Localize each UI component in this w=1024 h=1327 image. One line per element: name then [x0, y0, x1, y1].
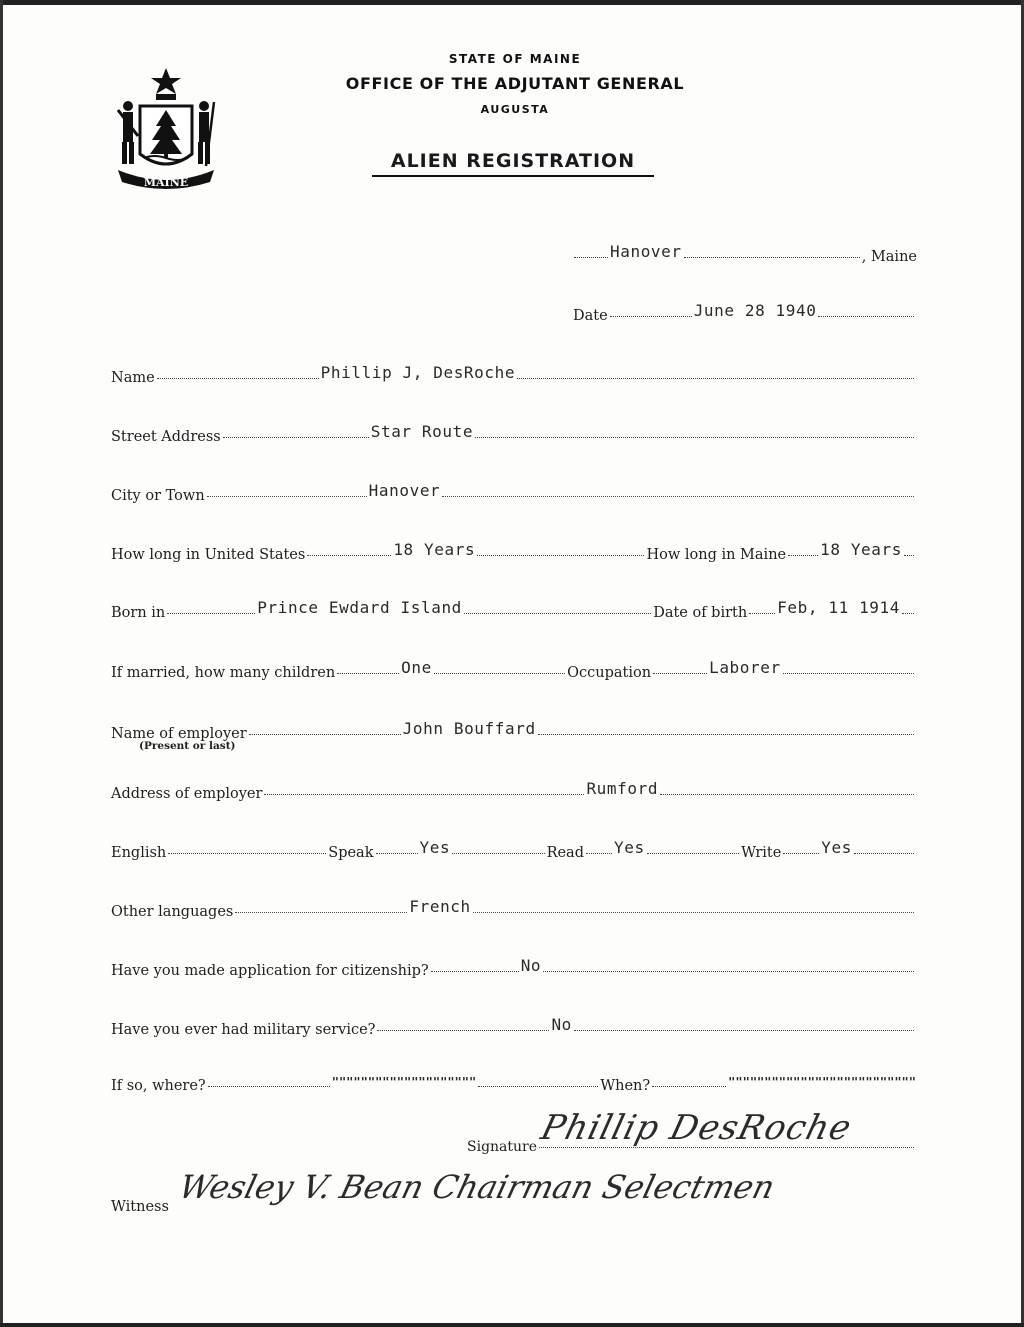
witness-signature: Wesley V. Bean Chairman Selectmen: [175, 1168, 779, 1206]
read-value: Yes: [614, 838, 645, 857]
place-suffix: , Maine: [861, 249, 917, 265]
dotted-line: [376, 852, 418, 854]
birth-row: [111, 598, 916, 621]
dotted-line: [168, 852, 326, 854]
date-of-birth-value: Feb, 11 1914: [777, 598, 900, 617]
military-service-value: No: [551, 1015, 572, 1034]
date-field: [573, 301, 916, 324]
born-in-label: Born in: [111, 605, 166, 621]
when-value: """""""""""""""""""""""""": [728, 1075, 916, 1089]
english-label: English: [111, 845, 167, 861]
place-value: Hanover: [610, 242, 682, 261]
date-label: Date: [573, 308, 608, 324]
speak-value: Yes: [419, 838, 451, 857]
dotted-line: [235, 911, 407, 913]
dotted-line: [586, 852, 612, 854]
signature-label: Signature: [467, 1139, 538, 1155]
city-heading: AUGUSTA: [480, 103, 550, 116]
employer-name-value: John Bouffard: [402, 719, 536, 738]
citizenship-field: [111, 956, 916, 979]
how-long-us-value: 18 Years: [393, 540, 476, 559]
dotted-line: [684, 256, 860, 258]
military-service-field: [111, 1015, 916, 1038]
born-in-value: Prince Ewdard Island: [257, 598, 462, 617]
dotted-line: [452, 852, 544, 854]
dotted-line: [478, 1085, 598, 1087]
name-field: [111, 363, 916, 386]
citizenship-value: No: [520, 956, 542, 975]
dotted-line: [517, 377, 914, 379]
write-label: Write: [741, 845, 782, 861]
family-occupation-row: [111, 658, 916, 681]
employer-address-field: [111, 779, 916, 802]
left-edge: [0, 0, 3, 1327]
how-long-maine-value: 18 Years: [820, 540, 902, 559]
dotted-line: [167, 612, 255, 614]
place-field: [572, 242, 917, 265]
dotted-line: [434, 672, 565, 674]
employer-address-label: Address of employer: [111, 786, 263, 802]
employer-address-value: Rumford: [586, 779, 659, 798]
dotted-line: [854, 852, 914, 854]
dotted-line: [647, 852, 739, 854]
other-languages-value: French: [409, 897, 471, 916]
occupation-label: Occupation: [567, 665, 652, 681]
dotted-line: [574, 256, 608, 258]
state-heading: STATE OF MAINE: [448, 52, 582, 66]
city-or-town-label: City or Town: [111, 488, 205, 504]
employer-name-label: Name of employer: [111, 726, 247, 742]
dotted-line: [783, 852, 819, 854]
top-edge: [0, 0, 1024, 5]
street-address-field: [111, 422, 916, 445]
maine-state-seal-icon: [110, 66, 222, 192]
dotted-line: [307, 554, 391, 556]
city-or-town-field: [111, 481, 916, 504]
dotted-line: [207, 495, 367, 497]
applicant-signature: Phillip DesRoche: [537, 1108, 856, 1148]
dotted-line: [543, 970, 914, 972]
dotted-line: [610, 315, 692, 317]
name-value: Phillip J, DesRoche: [320, 363, 516, 382]
read-label: Read: [546, 845, 584, 861]
military-service-label: Have you ever had military service?: [111, 1022, 376, 1038]
dotted-line: [337, 672, 399, 674]
how-long-us-label: How long in United States: [111, 547, 306, 563]
seal-ribbon-text: MAINE: [143, 176, 189, 189]
dotted-line: [157, 377, 319, 379]
dotted-line: [660, 793, 914, 795]
where-value: """""""""""""""""""": [331, 1075, 477, 1089]
dotted-line: [377, 1029, 549, 1031]
where-label: If so, where?: [111, 1078, 206, 1094]
when-label: When?: [600, 1078, 651, 1094]
city-or-town-value: Hanover: [368, 481, 441, 500]
date-value: June 28 1940: [693, 301, 817, 320]
dotted-line: [473, 911, 914, 913]
dotted-line: [749, 612, 775, 614]
form-title: ALIEN REGISTRATION: [372, 150, 654, 177]
dotted-line: [475, 436, 914, 438]
dotted-line: [208, 1085, 330, 1087]
dotted-line: [574, 1029, 914, 1031]
occupation-value: Laborer: [709, 658, 781, 677]
citizenship-label: Have you made application for citizenship?: [111, 963, 429, 979]
speak-label: Speak: [328, 845, 374, 861]
residence-duration-row: [111, 540, 916, 563]
children-label: If married, how many children: [111, 665, 336, 681]
how-long-maine-label: How long in Maine: [646, 547, 787, 563]
children-value: One: [401, 658, 432, 677]
dotted-line: [653, 672, 707, 674]
dotted-line: [264, 793, 584, 795]
dotted-line: [788, 554, 818, 556]
dotted-line: [477, 554, 644, 556]
dotted-line: [442, 495, 914, 497]
street-address-value: Star Route: [370, 422, 474, 441]
bottom-edge: [0, 1323, 1024, 1327]
dotted-line: [818, 315, 914, 317]
dotted-line: [783, 672, 914, 674]
office-heading: OFFICE OF THE ADJUTANT GENERAL: [345, 74, 685, 93]
other-languages-field: [111, 897, 916, 920]
other-languages-label: Other languages: [111, 904, 234, 920]
write-value: Yes: [821, 838, 852, 857]
dotted-line: [431, 970, 519, 972]
dotted-line: [538, 733, 914, 735]
dotted-line: [652, 1085, 726, 1087]
street-address-label: Street Address: [111, 429, 221, 445]
employer-name-sublabel: (Present or last): [139, 740, 236, 752]
dotted-line: [223, 436, 369, 438]
military-details-row: [111, 1075, 916, 1094]
name-label: Name: [111, 370, 155, 386]
dotted-line: [904, 554, 914, 556]
english-row: [111, 838, 916, 861]
dotted-line: [902, 612, 914, 614]
dotted-line: [464, 612, 651, 614]
dotted-line: [249, 733, 401, 735]
date-of-birth-label: Date of birth: [653, 605, 748, 621]
witness-label: Witness: [111, 1199, 169, 1215]
